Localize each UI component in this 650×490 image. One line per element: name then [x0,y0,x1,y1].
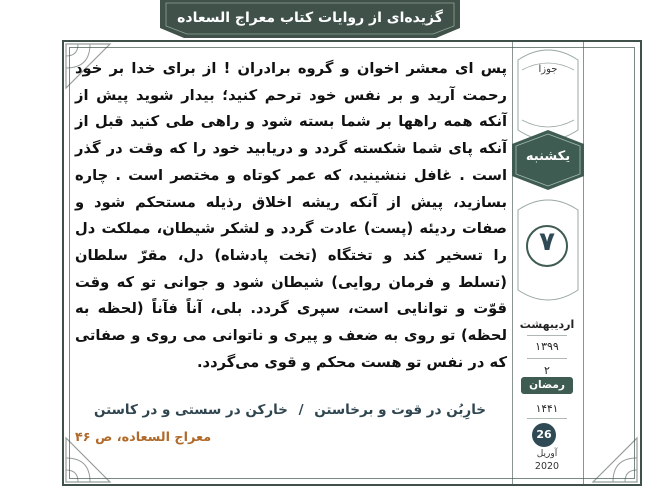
divider [527,335,567,336]
poem-separator: / [298,402,304,418]
hijri-day: ۲ [544,364,550,377]
greg-day: 26 [536,428,552,441]
poem-line [75,402,505,418]
solar-year: ۱۳۹۹ [535,340,559,353]
poem-hemistich-1: خارِبُن در قوت و برخاستن [314,402,486,418]
divider [527,418,567,419]
juz-label: جوزا [538,64,558,75]
hijri-month: رمضان [529,379,565,391]
day-number: ۷ [539,227,555,257]
poem-hemistich-2: خارکن در سستی و در کاستن [94,402,288,418]
weekday-label: یکشنبه [525,149,571,164]
quote-body: پس ای معشر اخوان و گروه برادران ! از برای خدا بر خود رحمت آرید و بر نفس خود ترحم کنید؛ بیدار شوید پیش از آنکه همه راهها بر شما بسته شود و راهی طی کنید قبل از آنکه پای شما شکسته گردد و دریابید خود را که وقت در گذر است . غافل ننشینید، که عمر کوتاه و مختصر است . چاره بسازید، پیش از آنکه ریشه اخلاق رذیله مستحکم شود و صفات ردیئه (پست) عادت گردد و لشکر شیطان، مملکت دل را تسخیر کند و تختگاه (تخت پادشاه) دل، مقرّ سلطان (تسلط و فرمان روایی) شیطان شود و جوانی تو که وقت قوّت و توانایی است، سپری گردد. بلی، آناً فآناً (لحظه به لحظه) تو روی به ضعف و پیری و ناتوانی می روی و صفاتی که در نفس تو هست محکم و قوی می‌گردد. [75,60,507,371]
corner-ornament-icon [591,436,639,484]
greg-month: آوریل [536,449,558,459]
page-title: گزیده‌ای از روایات کتاب معراج السعاده [177,10,443,26]
source-citation: معراج السعاده، ص ۴۶ [75,430,212,445]
divider [527,358,567,359]
solar-month: اردیبهشت [519,318,575,331]
hijri-year: ۱۴۴۱ [535,403,559,415]
greg-year: 2020 [534,461,560,472]
